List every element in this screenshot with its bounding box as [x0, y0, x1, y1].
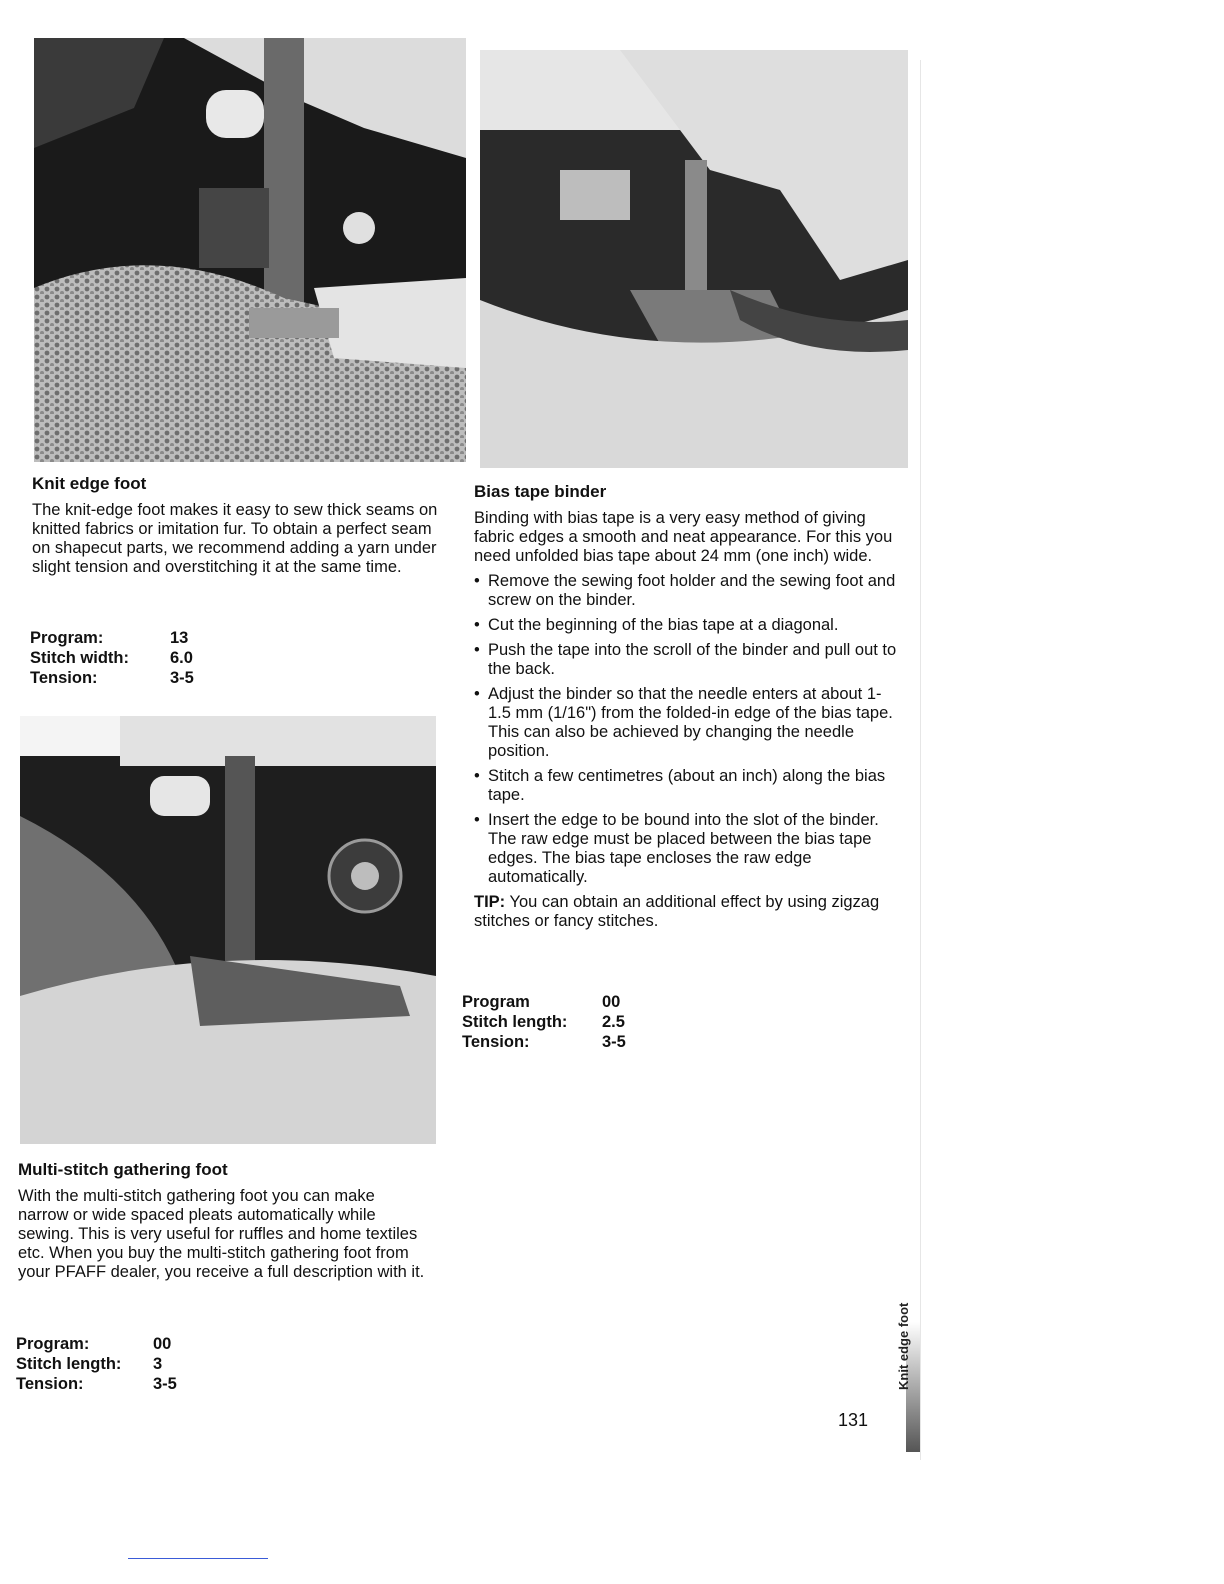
settings-row-stitch-length [16, 1354, 177, 1374]
settings-label: Tension: [30, 669, 98, 687]
list-item: • Remove the sewing foot holder and the sewing foot and screw on the binder. [474, 572, 898, 610]
settings-value: 3-5 [602, 1033, 626, 1051]
bias-tape-steps [474, 572, 898, 887]
settings-value: 13 [170, 629, 189, 647]
knit-edge-text: The knit-edge foot makes it easy to sew thick seams on knitted fabrics or imitation fur. To obtain a perfect seam on shapecut parts, we recommend adding a yarn under slight tension and overstitching it at the same time. [32, 501, 438, 576]
settings-row-tension [462, 1032, 626, 1052]
settings-row-tension [16, 1374, 177, 1394]
bias-tape-tip [474, 893, 898, 931]
bottom-rule [128, 1558, 268, 1559]
settings-label: Program [462, 993, 530, 1011]
knit-edge-section [32, 474, 446, 577]
settings-row-program [30, 628, 194, 648]
page-number: 131 [838, 1410, 869, 1430]
settings-row-tension [30, 668, 194, 688]
multi-stitch-title: Multi-stitch gathering foot [18, 1160, 228, 1179]
settings-value: 00 [602, 993, 621, 1011]
settings-label: Tension: [462, 1033, 530, 1051]
settings-row-stitch-length [462, 1012, 626, 1032]
knit-edge-foot-photo [34, 38, 466, 462]
list-item: • Insert the edge to be bound into the slot of the binder. The raw edge must be placed between the bias tape edges. The bias tape encloses the raw edge automatically. [474, 811, 898, 887]
settings-value: 00 [153, 1335, 172, 1353]
tip-label: TIP: [474, 893, 506, 911]
settings-label: Program: [16, 1335, 90, 1353]
settings-value: 3-5 [170, 669, 194, 687]
bias-tape-binder-photo [480, 50, 908, 468]
settings-row-program [462, 992, 626, 1012]
list-item: • Cut the beginning of the bias tape at a diagonal. [474, 616, 898, 635]
settings-value: 2.5 [602, 1013, 625, 1031]
list-item: • Push the tape into the scroll of the binder and pull out to the back. [474, 641, 898, 679]
tip-text: You can obtain an additional effect by using zigzag stitches or fancy stitches. [474, 893, 880, 930]
settings-value: 6.0 [170, 649, 193, 667]
multi-stitch-gathering-foot-photo [20, 716, 436, 1144]
bias-tape-section [474, 482, 898, 931]
side-tab-label: Knit edge foot [896, 1302, 911, 1390]
multi-stitch-settings [16, 1334, 177, 1394]
bias-tape-settings [462, 992, 626, 1052]
bias-tape-intro: Binding with bias tape is a very easy method of giving fabric edges a smooth and neat appearance. For this you need unfolded bias tape about 24 mm (one inch) wide. [474, 509, 893, 565]
multi-stitch-section [18, 1160, 428, 1282]
margin-divider [920, 60, 921, 1460]
settings-value: 3-5 [153, 1375, 177, 1393]
bias-tape-title: Bias tape binder [474, 482, 607, 501]
settings-row-program [16, 1334, 177, 1354]
settings-label: Stitch width: [30, 649, 129, 667]
settings-row-stitch-width [30, 648, 194, 668]
list-item: • Adjust the binder so that the needle enters at about 1-1.5 mm (1/16") from the folded-in edge of the bias tape. This can also be achieved by changing the needle position. [474, 685, 898, 761]
settings-value: 3 [153, 1355, 163, 1373]
knit-edge-settings [30, 628, 194, 688]
list-item: • Stitch a few centimetres (about an inch) along the bias tape. [474, 767, 898, 805]
multi-stitch-text: With the multi-stitch gathering foot you can make narrow or wide spaced pleats automatically while sewing. This is very useful for ruffles and home textiles etc. When you buy the multi-stitch gathering foot from your PFAFF dealer, you receive a full description with it. [18, 1187, 425, 1281]
settings-label: Stitch length: [462, 1013, 568, 1031]
settings-label: Program: [30, 629, 104, 647]
settings-label: Stitch length: [16, 1355, 122, 1373]
settings-label: Tension: [16, 1375, 84, 1393]
knit-edge-title: Knit edge foot [32, 474, 147, 493]
